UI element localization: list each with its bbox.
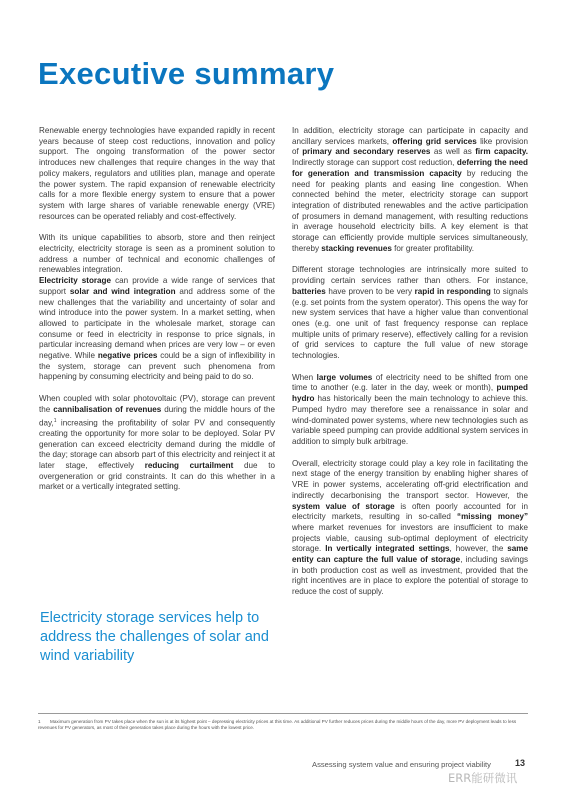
text-run: due to overgeneration or grid constraints. It can do this whether in a market or a vertically integrated setting.: [39, 461, 275, 492]
text-run: like provision of: [292, 136, 528, 157]
bold-term: In vertically integrated settings: [325, 544, 450, 554]
text-run: where market revenues for investors are insufficient to make projects viable, causing sub-optimal deployment of electricity storage.: [292, 522, 528, 554]
text-run: With its unique capabilities to absorb, store and then reinject electricity, electricity storage is seen as a prominent solution to address a number of technical and economic challenges of renewables integration.: [39, 233, 275, 275]
bold-term: reducing curtailment: [144, 461, 234, 471]
paragraph: [292, 373, 528, 448]
bold-term: large volumes: [316, 372, 373, 382]
paragraph: [39, 394, 275, 493]
bold-term: system value of storage: [292, 501, 395, 511]
running-footer: Assessing system value and ensuring project viability: [312, 760, 491, 769]
pull-quote: Electricity storage services help to address the challenges of solar and wind variability: [40, 610, 269, 664]
text-run: can provide a wide range of services that support: [39, 276, 275, 296]
bold-term: “missing money”: [457, 512, 528, 522]
bold-term: primary and secondary reserves: [302, 147, 431, 157]
text-run: by reducing the need for peaking plants and easing line congestion. When connected behind the meter, electricity storage can support integration of distributed renewables and the active participation of prosumers in demand management, with resulting reductions in average household electricity bills. A key element is that storage can efficiently provide multiple services simultaneously, thereby: [292, 168, 528, 253]
footnote-number: 1: [38, 719, 41, 724]
text-run: as well as: [430, 147, 476, 157]
page-title: Executive summary: [38, 56, 335, 91]
page-number: 13: [515, 758, 526, 768]
text-run: to signals (e.g. set points from the system operator). This opens the way for new system services that have a higher value than conventional ones (e.g. one unit of fast frequency response can replace multiple units of primary reserve), effectively calling for a revision of grid services to capture the full value of new storage technologies.: [292, 286, 528, 361]
bold-term: solar and wind integration: [69, 286, 176, 296]
text-run: for greater profitability.: [391, 243, 475, 253]
bold-term: stacking revenues: [321, 243, 392, 253]
bold-term: cannibalisation of revenues: [53, 404, 162, 414]
paragraph: [39, 233, 275, 383]
text-run: increasing the profitability of solar PV and consequently creating the opportunity for more solar to be deployed. Solar PV generation can exceed electricity demand during the middle of the day; storage can absorb part of this electricity and reinject it at later stage, effectively: [39, 418, 275, 471]
bold-term: Electricity storage: [39, 276, 112, 286]
watermark: ERR能研微讯: [448, 771, 518, 785]
right-column: [292, 126, 528, 609]
paragraph: [292, 459, 528, 598]
text-run: have proven to be very: [325, 286, 415, 296]
bold-term: same entity can capture the full value of storage: [292, 544, 528, 565]
bold-term: deferring the need for generation and transmission capacity: [292, 158, 529, 178]
text-run: Indirectly storage can support cost reduction,: [292, 158, 457, 168]
text-run: , however, the: [449, 544, 508, 554]
text-run: Overall, electricity storage could play a key role in facilitating the next stage of the energy transition by enabling higher shares of VRE in power systems, accelerating off-grid electrification and indirectly decarbonising the transport sector. However, the: [292, 458, 528, 500]
paragraph: [39, 126, 275, 222]
text-run: Renewable energy technologies have expanded rapidly in recent years because of steep cost reductions, innovation and policy support. The ongoing transformation of the power sector introduces new challenges that require changes in the way that policy makers, regulators and utilities plan, manage and operate the power system. The rapid expansion of renewable electricity calls for a more flexible energy system to ensure that a power system with large shares of variable renewable energy (VRE) resources can be operated reliably and cost-effectively.: [39, 126, 275, 221]
text-run: has historically been the main technology to achieve this. Pumped hydro may therefore see a renaissance in solar and wind-dominated power systems, where new technologies such as variable speed pumping can provide additional system services in addition to simply bulk arbitrage.: [292, 394, 528, 446]
bold-term: negative prices: [97, 351, 158, 361]
bold-term: batteries: [292, 286, 326, 296]
footnote: [38, 719, 530, 732]
text-run: could be a sign of inflexibility in the system, storage can prevent such phenomena from happening by consuming electricity and being paid to do so.: [39, 351, 275, 382]
paragraph: [292, 265, 528, 361]
footnote-text: Maximum generation from PV takes place when the sun is at its highest point – depressing electricity prices at this time. As additional PV further reduces prices during the middle hours of the day, more PV deployment leads to less revenues for PV generators, as most of their generation takes place during the hours with the lowest price.: [38, 719, 517, 731]
left-column: [39, 126, 275, 504]
text-run: , including savings in both production cost as well as investment, provided that the right incentives are in place to explore the potential of storage to reduce the cost of supply.: [292, 555, 528, 597]
footnote-divider: [38, 713, 528, 714]
text-run: When: [292, 372, 317, 382]
text-run: In addition, electricity storage can participate in capacity and ancillary services markets,: [292, 126, 528, 146]
footnote-marker: 1: [53, 417, 57, 424]
bold-term: firm capacity.: [475, 147, 528, 157]
text-run: and address some of the new challenges that the variability and uncertainty of solar and wind introduce into the power system. In a market setting, when allowed to participate in the wholesale market, storage can consume or feed in electricity in response to price signals, in particular increasing demand when prices are very low – or even negative. While: [39, 286, 276, 361]
text-run: of electricity need to be shifted from one time to another (e.g. later in the day, week or month),: [292, 372, 528, 393]
bold-term: offering grid services: [392, 136, 477, 146]
bold-term: pumped hydro: [292, 383, 528, 404]
bold-term: rapid in responding: [414, 286, 491, 296]
text-run: Different storage technologies are intrinsically more suited to providing certain services rather than others. For instance,: [292, 265, 528, 286]
text-run: is often poorly accounted for in electricity markets, resulting in so-called: [292, 501, 528, 522]
text-run: When coupled with solar photovoltaic (PV), storage can prevent the: [39, 394, 275, 414]
paragraph: [292, 126, 528, 254]
text-run: during the middle hours of the day,: [39, 404, 275, 428]
